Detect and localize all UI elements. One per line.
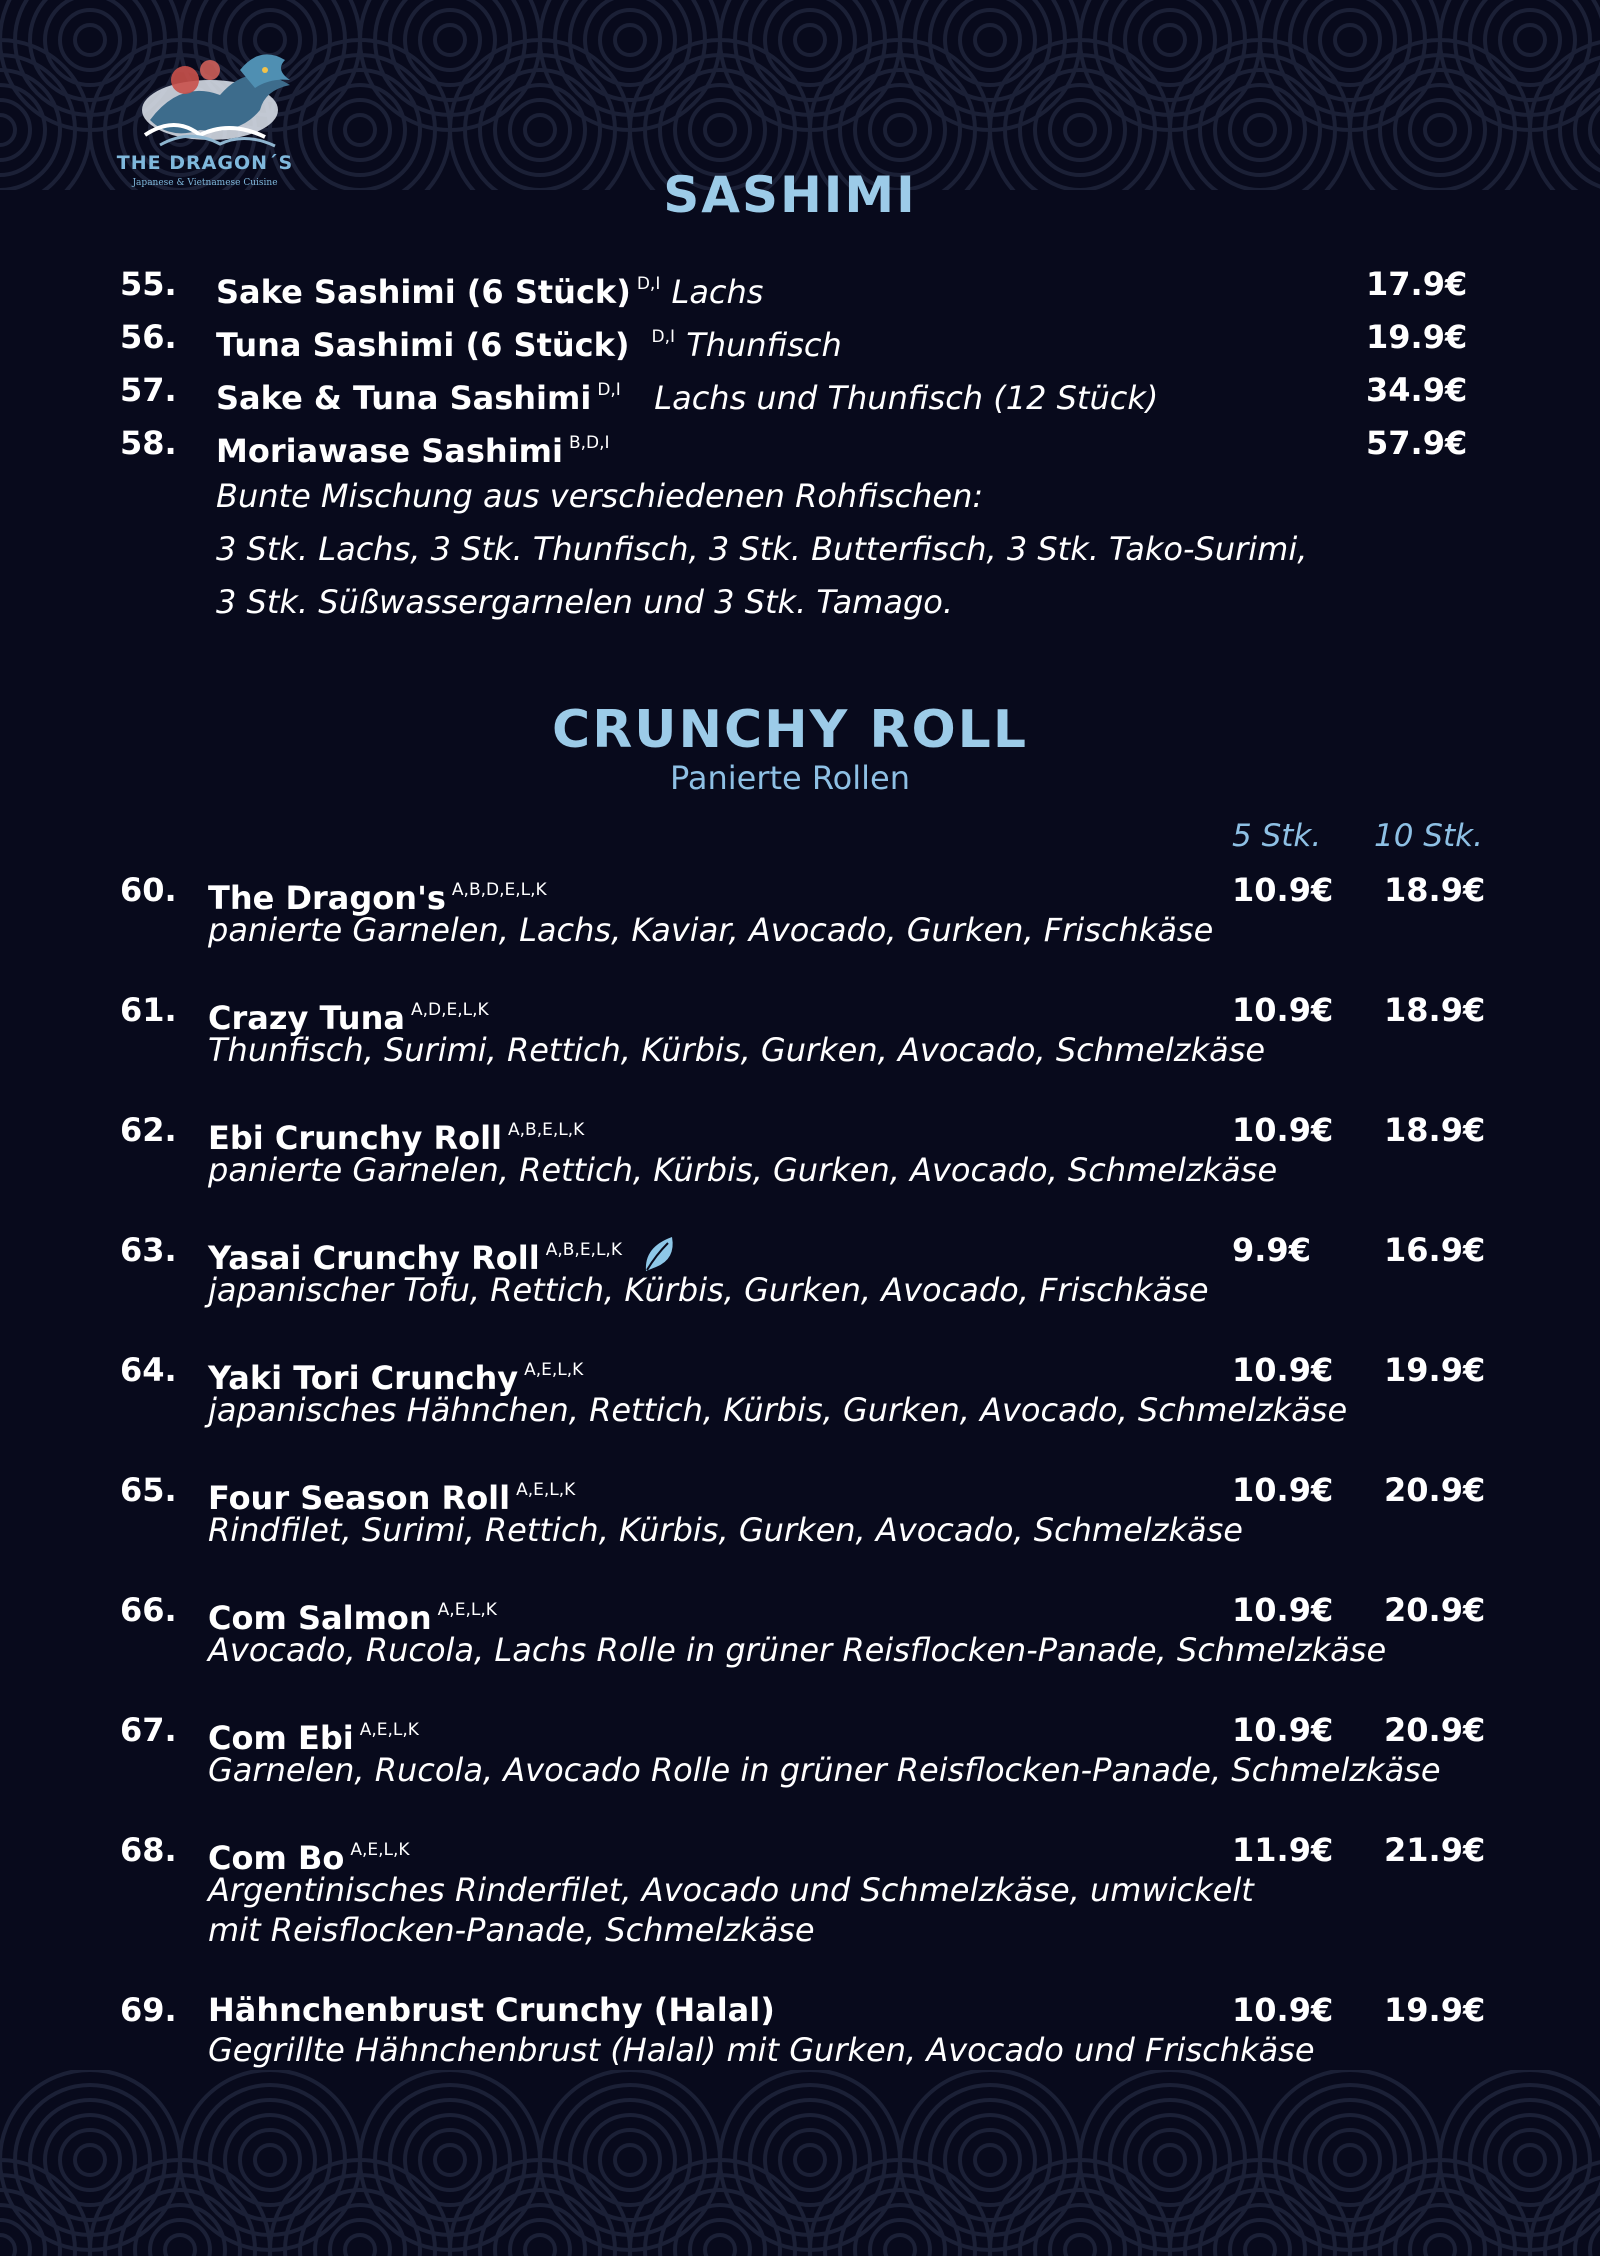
item-name: Yaki Tori Crunchy $^{A,E,L,K}$ — [208, 1359, 584, 1397]
allergen-codes: D,I — [597, 380, 621, 400]
item-note: Thunfisch — [686, 326, 842, 364]
price-10-pieces: 20.9€ — [1384, 1591, 1486, 1629]
item-number: 57. — [120, 371, 177, 409]
allergen-codes: A,E,L,K — [437, 1600, 497, 1620]
price-10-pieces: 20.9€ — [1384, 1471, 1486, 1509]
item-number: 68. — [120, 1831, 177, 1869]
column-header-10: 10 Stk. — [1374, 818, 1483, 854]
price-5-pieces: 10.9€ — [1232, 1471, 1334, 1509]
price-10-pieces: 19.9€ — [1384, 1351, 1486, 1389]
item-name: Hähnchenbrust Crunchy (Halal) — [208, 1991, 775, 2029]
item-name: Crazy Tuna $^{A,D,E,L,K}$ — [208, 999, 489, 1037]
allergen-codes: A,B,E,L,K — [508, 1120, 585, 1140]
item-number: 66. — [120, 1591, 177, 1629]
item-name: Com Ebi $^{A,E,L,K}$ — [208, 1719, 419, 1757]
item-name: Com Bo $^{A,E,L,K}$ — [208, 1839, 410, 1877]
brand-subtitle: Japanese & Vietnamese Cuisine — [132, 178, 278, 188]
price-5-pieces: 10.9€ — [1232, 1111, 1334, 1149]
price-10-pieces: 19.9€ — [1384, 1991, 1486, 2029]
brand-name: THE DRAGON´S — [116, 152, 294, 174]
item-number: 55. — [120, 265, 177, 303]
sashimi-title: SASHIMI — [663, 166, 917, 224]
price-10-pieces: 20.9€ — [1384, 1711, 1486, 1749]
price-10-pieces: 18.9€ — [1384, 871, 1486, 909]
allergen-codes: B,D,I — [568, 433, 610, 453]
price-10-pieces: 21.9€ — [1384, 1831, 1486, 1869]
allergen-codes: A,E,L,K — [516, 1480, 576, 1500]
item-price: 57.9€ — [1366, 424, 1468, 462]
item-name: Ebi Crunchy Roll $^{A,B,E,L,K}$ — [208, 1119, 585, 1157]
item-number: 56. — [120, 318, 177, 356]
price-5-pieces: 10.9€ — [1232, 1351, 1334, 1389]
crunchy-roll-subtitle: Panierte Rollen — [669, 759, 910, 797]
item-name: Moriawase Sashimi $^{B,D,I}$ — [216, 432, 610, 470]
item-name: Four Season Roll $^{A,E,L,K}$ — [208, 1479, 576, 1517]
item-number: 58. — [120, 424, 177, 462]
wave-pattern-bottom — [0, 2070, 1600, 2256]
allergen-codes: A,B,D,E,L,K — [451, 880, 547, 900]
item-number: 62. — [120, 1111, 177, 1149]
price-5-pieces: 10.9€ — [1232, 1591, 1334, 1629]
item-price: 17.9€ — [1366, 265, 1468, 303]
item-note: Lachs — [671, 273, 764, 311]
price-5-pieces: 10.9€ — [1232, 871, 1334, 909]
item-number: 61. — [120, 991, 177, 1029]
item-name: Yasai Crunchy Roll $^{A,B,E,L,K}$ — [208, 1224, 676, 1285]
allergen-codes: A,E,L,K — [350, 1840, 410, 1860]
price-5-pieces: 10.9€ — [1232, 1711, 1334, 1749]
allergen-codes: A,E,L,K — [359, 1720, 419, 1740]
item-name: Tuna Sashimi (6 Stück) $^{D,I}$ Thunfisch — [216, 326, 842, 364]
item-price: 19.9€ — [1366, 318, 1468, 356]
allergen-codes: D,I — [636, 274, 661, 294]
allergen-codes: D,I — [651, 327, 676, 347]
price-5-pieces: 11.9€ — [1232, 1831, 1334, 1869]
allergen-codes: A,D,E,L,K — [410, 1000, 489, 1020]
allergen-codes: A,B,E,L,K — [545, 1240, 622, 1260]
price-5-pieces: 9.9€ — [1232, 1231, 1311, 1269]
item-price: 34.9€ — [1366, 371, 1468, 409]
item-name: The Dragon's $^{A,B,D,E,L,K}$ — [208, 879, 547, 917]
allergen-codes: A,E,L,K — [524, 1360, 584, 1380]
dragon-icon — [90, 40, 320, 150]
crunchy-roll-title: CRUNCHY ROLL — [552, 700, 1028, 760]
menu-page: THE DRAGON´S Japanese & Vietnamese Cuisine SASHIMI 55. Sake Sashimi (6 Stück) $^{D,I}$ Lachs 17.9€ 56. Tuna Sashimi (6 Stück) $^{D,I}$ Thunfisch 19.9€ 57. Sake & Tuna Sashimi $^{D,I}$ Lachs und Thunfisch (12 Stück) 34.9€ 58. Moriawase Sashimi $^{B,D,I}$ 57.9€ Bunte Mischung aus verschiedenen Rohfischen: 3 Stk. Lachs, 3 Stk. Thunfisch, 3 Stk. Butterfisch, 3 Stk. Tako-Surimi, 3 Stk. Süßwassergarnelen und 3 Stk. Tamago. CRUNCHY ROLL Panierte Rollen 5 Stk. 10 Stk. 60. The Dragon's $^{A,B,D,E,L,K}$ 10.9€ 18.9€ panierte Garnelen, Lachs, Kaviar, Avocado, Gurken, Frischkäse 61. Crazy Tuna $^{A,D,E,L,K}$ 10.9€ 18.9€ Thunfisch, Surimi, Rettich, Kürbis, Gurken, Avocado, Schmelzkäse 62. Ebi Crunchy Roll $^{A,B,E,L,K}$ 10.9€ 18.9€ panierte Garnelen, Rettich, Kürbis, Gurken, Avocado, Schmelzkäse 63. Yasai Crunchy Roll $^{A,B,E,L,K}$ 9.9€ 16.9€ japanischer Tofu, Rettich, Kürbis, Gurken, Avocado, Frischkäse 64. Yaki Tori Crunchy $^{A,E,L,K}$ 10.9€ 19.9€ japanisches Hähnchen, Rettich, Kürbis, Gurken, Avocado, Schmelzkäse 65. Four Season Roll $^{A,E,L,K}$ 10.9€ 20.9€ Rindfilet, Surimi, Rettich, Kürbis, Gurken, Avocado, Schmelzkäse 66. Com Salmon $^{A,E,L,K}$ 10.9€ 20.9€ Avocado, Rucola, Lachs Rolle in grüner Reisflocken-Panade, Schmelzkäse 67. Com Ebi $^{A,E,L,K}$ 10.9€ 20.9€ Garnelen, Rucola, Avocado Rolle in grüner Reisflocken-Panade, Schmelzkäse 68. Com Bo $^{A,E,L,K}$ 11.9€ 21.9€ Argentinisches Rinderfilet, Avocado und Schmelzkäse, umwickelt mit Reisflocken-Panade, Schmelzkäse 69. Hähnchenbrust Crunchy (Halal) 10.9€ 19.9€ Gegrillte Hähnchenbrust (Halal) mit Gurken, Avocado und Frischkäse — [0, 0, 1600, 2256]
price-5-pieces: 10.9€ — [1232, 991, 1334, 1029]
item-number: 69. — [120, 1991, 177, 2029]
item-number: 60. — [120, 871, 177, 909]
item-name: Com Salmon $^{A,E,L,K}$ — [208, 1599, 497, 1637]
item-number: 65. — [120, 1471, 177, 1509]
price-5-pieces: 10.9€ — [1232, 1991, 1334, 2029]
item-number: 63. — [120, 1231, 177, 1269]
item-name: Sake & Tuna Sashimi $^{D,I}$ Lachs und Thunfisch (12 Stück) — [216, 379, 1159, 417]
item-note: Lachs und Thunfisch (12 Stück) — [654, 379, 1159, 417]
item-number: 64. — [120, 1351, 177, 1389]
price-10-pieces: 16.9€ — [1384, 1231, 1486, 1269]
price-10-pieces: 18.9€ — [1384, 1111, 1486, 1149]
price-10-pieces: 18.9€ — [1384, 991, 1486, 1029]
item-name: Sake Sashimi (6 Stück) $^{D,I}$ Lachs — [216, 273, 764, 311]
column-header-5: 5 Stk. — [1232, 818, 1322, 854]
item-number: 67. — [120, 1711, 177, 1749]
